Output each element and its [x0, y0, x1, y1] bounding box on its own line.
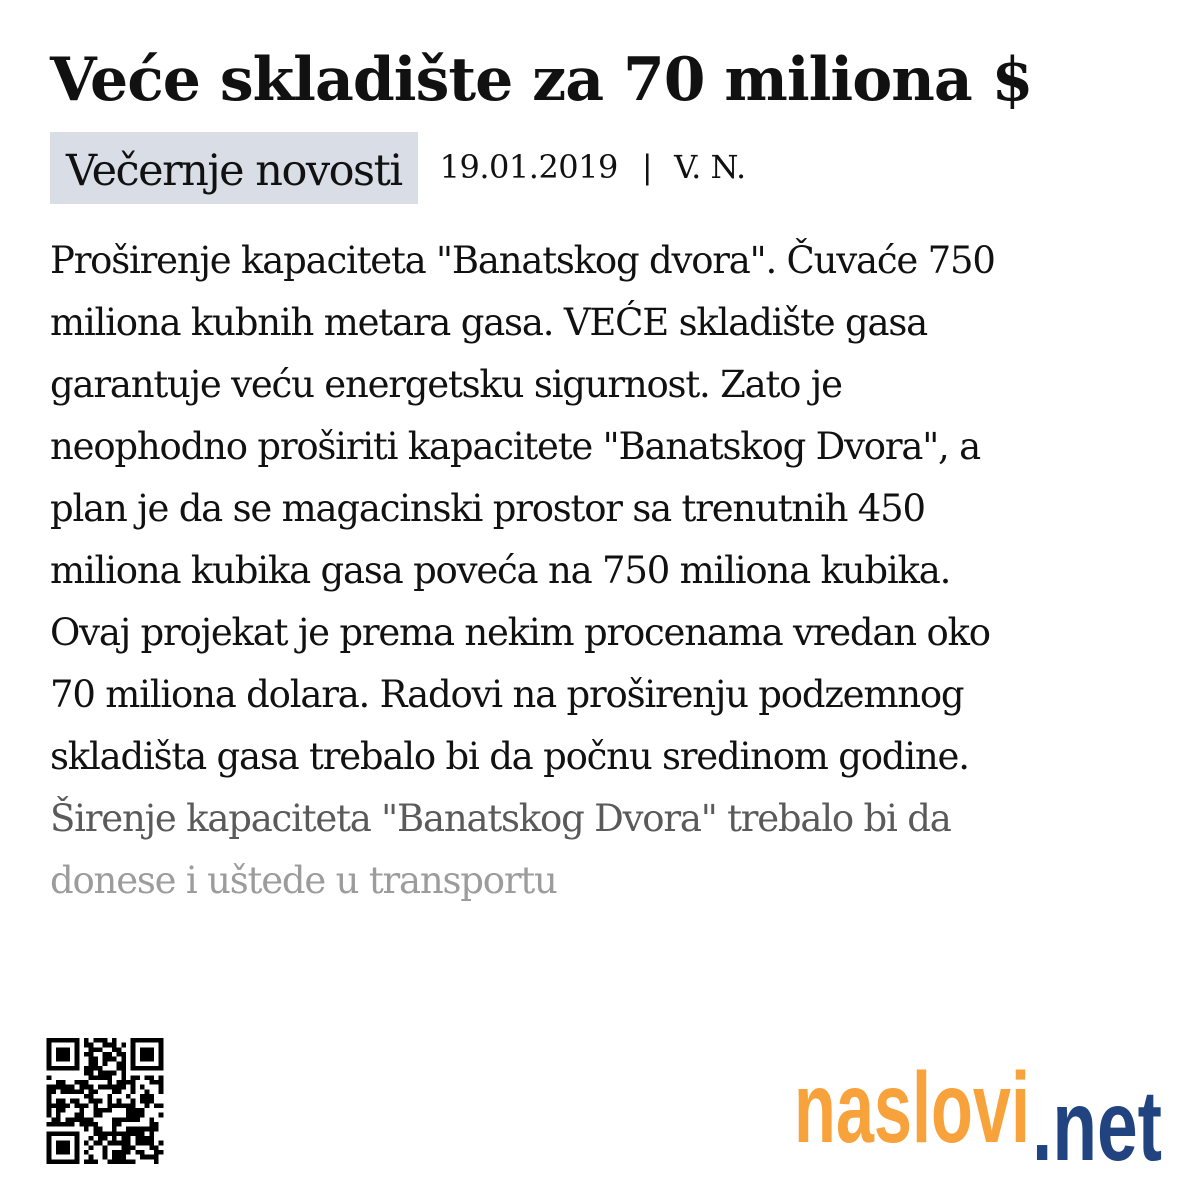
article-line: Proširenje kapaciteta "Banatskog dvora". Čuvaće 750 — [50, 239, 995, 282]
article-title: Veće skladište za 70 miliona $ — [50, 45, 1033, 115]
naslovi-net-logo — [792, 1060, 1172, 1170]
article-author: V. N. — [674, 148, 746, 186]
article-line: skladišta gasa trebalo bi da počnu sredinom godine. — [50, 735, 969, 778]
qr-code-icon — [46, 1038, 164, 1164]
article-line: miliona kubika gasa poveća na 750 miliona kubika. — [50, 549, 951, 592]
article-line-faded: donese i uštede u transportu — [50, 859, 557, 902]
article-line: neophodno proširiti kapacitete "Banatskog Dvora", a — [50, 425, 981, 468]
meta-info — [440, 132, 746, 204]
article-line: Ovaj projekat je prema nekim procenama vredan oko — [50, 611, 990, 654]
article-meta — [50, 132, 746, 204]
article-line: garantuje veću energetsku sigurnost. Zato je — [50, 363, 842, 406]
source-badge: Večernje novosti — [50, 132, 418, 204]
article-line-fading: Širenje kapaciteta "Banatskog Dvora" trebalo bi da — [50, 797, 951, 840]
logo-part-net: .net — [1032, 1070, 1162, 1170]
article-line: miliona kubnih metara gasa. VEĆE skladište gasa — [50, 301, 927, 344]
article-date: 19.01.2019 — [439, 148, 618, 186]
article-line: 70 miliona dolara. Radovi na proširenju podzemnog — [50, 673, 964, 716]
article-line: plan je da se magacinski prostor sa trenutnih 450 — [50, 487, 925, 530]
meta-separator: | — [641, 148, 653, 186]
logo-part-naslovi: naslovi — [794, 1060, 1030, 1164]
article-body — [50, 230, 1160, 920]
